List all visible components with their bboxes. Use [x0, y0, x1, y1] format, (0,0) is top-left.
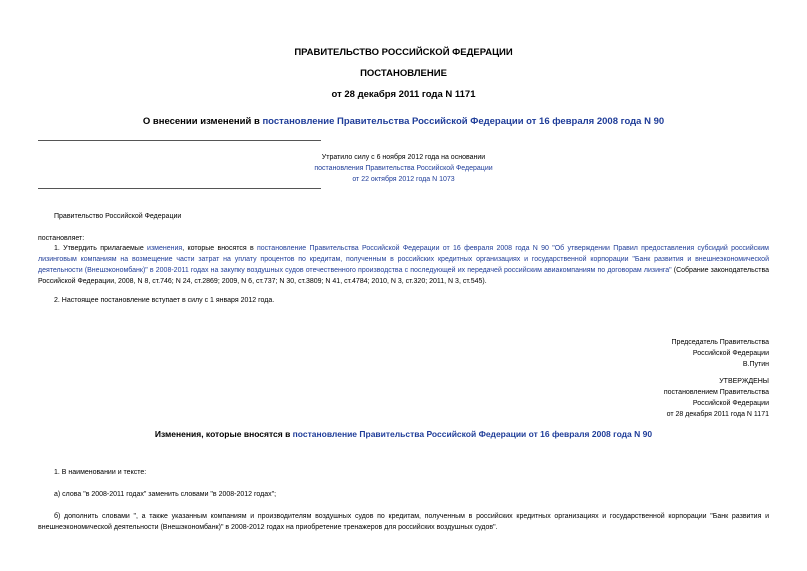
divider-top	[38, 140, 321, 141]
p1-link-changes[interactable]: изменения	[147, 245, 183, 252]
approved-line-1: УТВЕРЖДЕНЫ	[719, 378, 769, 385]
approved-line-2: постановлением Правительства	[663, 389, 769, 396]
approved-block	[664, 376, 769, 420]
approved-line-3: Российской Федерации	[692, 400, 769, 407]
decrees-line: постановляет:	[38, 235, 85, 242]
change-item-b: б) дополнить словами ", а также указанным компаниям и производителям воздушных судов по кредитам, полученным в российских кредитных организациях и государственной корпорации "Банк развития и внешнеэкономической деятельности (Внешэкономбанк)" в 2008-2012 годах на приобретение тренажеров для российских воздушных судов".	[38, 513, 769, 531]
changes-title	[0, 429, 807, 439]
government-heading: ПРАВИТЕЛЬСТВО РОССИЙСКОЙ ФЕДЕРАЦИИ	[294, 47, 513, 58]
document-date-number: от 28 декабря 2011 года N 1171	[331, 89, 476, 100]
signature-block	[672, 337, 769, 370]
notice-link-2[interactable]: от 22 октября 2012 года N 1073	[352, 176, 455, 183]
document-title	[0, 116, 807, 127]
change-item-1: 1. В наименовании и тексте:	[54, 469, 147, 476]
approved-line-4: от 28 декабря 2011 года N 1171	[666, 411, 769, 418]
document-type-heading: ПОСТАНОВЛЕНИЕ	[360, 68, 447, 79]
government-line: Правительство Российской Федерации	[54, 213, 182, 220]
document-title-link[interactable]: постановление Правительства Российской Федерации от 16 февраля 2008 года N 90	[262, 116, 665, 127]
notice-line-1: Утратило силу с 6 ноября 2012 года на основании	[321, 154, 486, 161]
paragraph-2: 2. Настоящее постановление вступает в силу с 1 января 2012 года.	[54, 297, 275, 304]
changes-title-link[interactable]: постановление Правительства Российской Федерации от 16 февраля 2008 года N 90	[292, 429, 653, 439]
paragraph-1	[38, 243, 769, 287]
p1-text-a: 1. Утвердить прилагаемые	[54, 245, 148, 252]
divider-bottom	[38, 188, 321, 189]
p1-link-decree[interactable]: постановление Правительства Российской Федерации от 16 февраля 2008 года N 90 "Об утверждении Правил предоставления субсидий российским лизинговым компаниям на возмещение части затрат на уплату процентов по кредитам, полученным в российских кредитных организациях и государственной корпорации "Банк развития и внешнеэкономической деятельности (Внешэкономбанк)" в 2008-2011 годах на закупку воздушных судов отечественного производства с последующей их передачей российским авиакомпаниям по договорам лизинга"	[38, 245, 769, 274]
p1-text-b: , которые вносятся в	[182, 245, 257, 252]
signature-line-3: В.Путин	[742, 361, 769, 368]
change-item-a: а) слова "в 2008-2011 годах" заменить словами "в 2008-2012 годах";	[54, 491, 277, 498]
signature-line-2: Российской Федерации	[692, 350, 769, 357]
p1-text-c: (Собрание законодательства Российской Федерации, 2008, N 8, ст.746; N 24, ст.2869; 2009, N 6, ст.737; N 30, ст.3809; N 41, ст.4784; 2010, N 3, ст.320; 2011, N 3, ст.545).	[38, 267, 769, 285]
signature-line-1: Председатель Правительства	[671, 339, 769, 346]
notice-link-1[interactable]: постановления Правительства Российской Федерации	[314, 165, 493, 172]
document-title-prefix: О внесении изменений в	[142, 116, 263, 127]
changes-title-prefix: Изменения, которые вносятся в	[154, 429, 293, 439]
